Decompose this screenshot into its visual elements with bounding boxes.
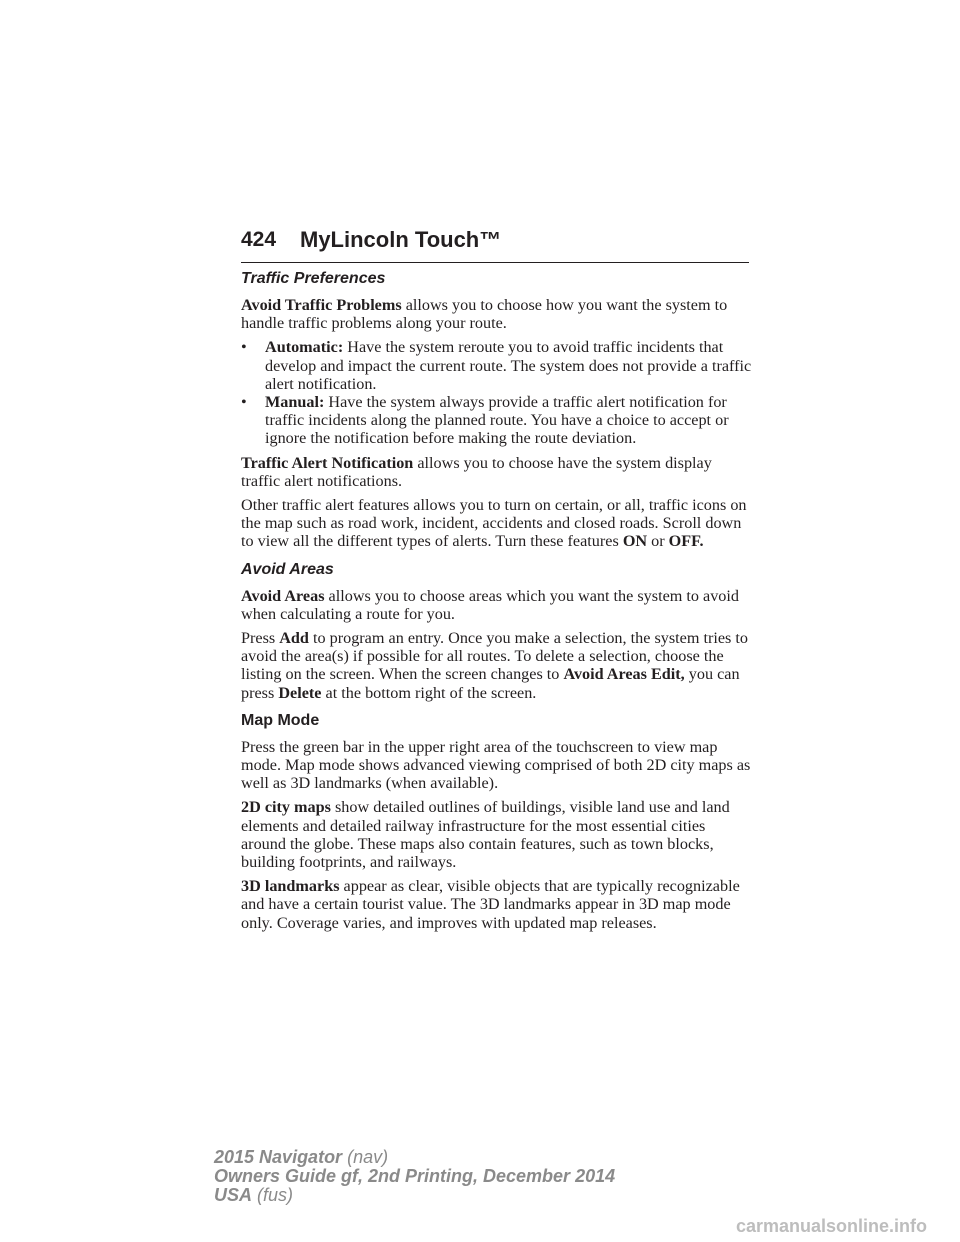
label-on: ON [622, 532, 648, 551]
paragraph-map-mode-intro: Press the green bar in the upper right area of the touchscreen to view map mode. Map mode shows advanced viewing comprised of both 2D city maps as well as 3D landmarks (when available). [241, 737, 751, 793]
text-avoid-traffic-problems: allows you to choose how you want the system to handle traffic problems along your route. [241, 296, 728, 333]
text-2d-city-maps: show detailed outlines of buildings, visible land use and land elements and detailed railway infrastructure for the most essential cities around the globe. These maps also contain features, such as town blocks, building footprints, and railways. [241, 798, 730, 872]
term-2d-city-maps: 2D city maps [241, 798, 331, 817]
term-automatic: Automatic: [265, 338, 344, 357]
label-off: OFF. [668, 532, 704, 551]
footer-market-code: (fus) [257, 1185, 294, 1205]
footer-printing: Owners Guide gf, 2nd Printing, December 2014 [214, 1166, 616, 1186]
page-header [241, 226, 749, 263]
paragraph-3d-landmarks [241, 877, 753, 932]
page-number: 424 [241, 228, 277, 251]
text-press: Press [241, 629, 276, 648]
traffic-options-list [241, 338, 753, 447]
paragraph-2d-city-maps [241, 798, 753, 871]
heading-traffic-preferences: Traffic Preferences [241, 270, 386, 287]
text-delete: at the bottom right of the screen. [325, 683, 537, 702]
paragraph-avoid-areas [241, 587, 753, 623]
list-item-manual [241, 393, 753, 448]
page-title: MyLincoln Touch™ [300, 227, 502, 252]
text-3d-landmarks: appear as clear, visible objects that are typically recognizable and have a certain tourist value. The 3D landmarks appear in 3D map mode only. Coverage varies, and improves with updated map releases. [241, 877, 740, 932]
text-or: or [651, 532, 665, 551]
footer-line-market [214, 1186, 615, 1205]
footer-model-code: (nav) [347, 1147, 389, 1167]
text-avoid-areas: allows you to choose areas which you want the system to avoid when calculating a route for you. [241, 586, 739, 623]
term-avoid-traffic-problems: Avoid Traffic Problems [241, 296, 402, 314]
bullet-icon: • [241, 338, 247, 357]
footer-model: 2015 Navigator [214, 1147, 343, 1167]
heading-avoid-areas: Avoid Areas [241, 560, 334, 578]
term-traffic-alert-notification: Traffic Alert Notification [241, 453, 414, 472]
document-footer [214, 1148, 615, 1205]
text-traffic-alert-notification: allows you to choose have the system display traffic alert notifications. [241, 453, 712, 490]
term-manual: Manual: [265, 393, 325, 412]
text-automatic: Have the system reroute you to avoid traffic incidents that develop and impact the current route. The system does not provide a traffic alert notification. [265, 338, 752, 393]
label-delete: Delete [278, 683, 322, 702]
label-avoid-areas-edit: Avoid Areas Edit, [563, 665, 685, 684]
term-3d-landmarks: 3D landmarks [241, 877, 340, 896]
paragraph-traffic-alert-notification [241, 454, 753, 490]
paragraph-other-alert-features [241, 496, 753, 551]
paragraph-add-entry [241, 629, 753, 702]
bullet-icon: • [241, 393, 247, 412]
label-add: Add [279, 629, 309, 648]
watermark: carmanualsonline.info [736, 1216, 928, 1236]
paragraph-avoid-traffic-problems [241, 296, 753, 332]
heading-map-mode: Map Mode [241, 711, 320, 729]
page-content [241, 268, 753, 938]
term-avoid-areas: Avoid Areas [241, 586, 325, 605]
footer-line-model [214, 1148, 615, 1167]
text-manual: Have the system always provide a traffic alert notification for traffic incidents along the planned route. You have a choice to accept or ignore the notification before making the route deviation. [265, 393, 729, 448]
text-add: to program an entry. Once you make a selection, the system tries to avoid the area(s) if possible for all routes. To delete a selection, choose the listing on the screen. When the screen changes to [241, 629, 748, 684]
text-other-alert-features: Other traffic alert features allows you to turn on certain, or all, traffic icons on the map such as road work, incident, accidents and closed roads. Scroll down to view all the different types of alerts. Turn these features [241, 496, 747, 551]
footer-market: USA [214, 1185, 253, 1205]
list-item-automatic [241, 338, 753, 393]
text-you-can-press: you can press [241, 665, 740, 702]
